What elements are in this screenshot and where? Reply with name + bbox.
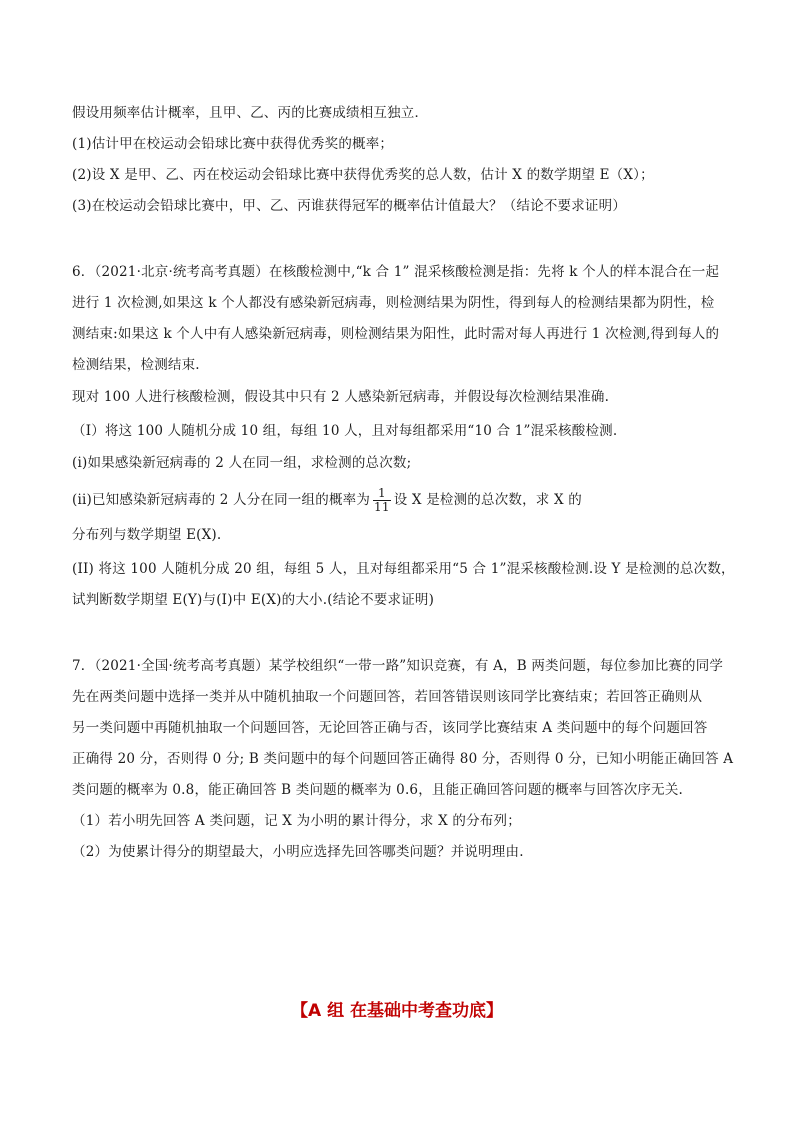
q6-line-5: 现对 100 人进行核酸检测，假设其中只有 2 人感染新冠病毒，并假设每次检测结果准确. bbox=[72, 389, 610, 405]
q5-part-1: (1)估计甲在校运动会铅球比赛中获得优秀奖的概率； bbox=[72, 136, 394, 152]
q5-intro: 假设用频率估计概率，且甲、乙、丙的比赛成绩相互独立． bbox=[72, 105, 429, 121]
q6-part-ii bbox=[72, 487, 732, 514]
q5-part-2: (2)设 X 是甲、乙、丙在校运动会铅球比赛中获得优秀奖的总人数，估计 X 的数学期望 E（X）； bbox=[72, 167, 654, 183]
q6-line-9: 分布列与数学期望 E(X). bbox=[72, 527, 222, 543]
q7-line-5: 类问题的概率为 0.8，能正确回答 B 类问题的概率为 0.6，且能正确回答问题的概率与回答次序无关. bbox=[72, 782, 684, 798]
q7-heading: 7．（2021·全国·统考高考真题）某学校组织“一带一路”知识竞赛，有 A，B 两类问题，每位参加比赛的同学 bbox=[72, 658, 724, 674]
q6-line-11: 试判断数学期望 E(Y)与(I)中 E(X)的大小.(结论不要求证明) bbox=[72, 592, 435, 608]
q6-line-4: 检测结果，检测结束. bbox=[72, 357, 200, 373]
q6-line-2: 进行 1 次检测,如果这 k 个人都没有感染新冠病毒，则检测结果为阴性，得到每人的检测结果都为阴性，检 bbox=[72, 295, 715, 311]
q6-part-i: (i)如果感染新冠病毒的 2 人在同一组，求检测的总次数; bbox=[72, 455, 412, 471]
probability-fraction bbox=[373, 487, 391, 514]
fraction-denominator: 11 bbox=[374, 500, 390, 514]
fraction-numerator: 1 bbox=[373, 487, 391, 501]
q7-part-1: （1）若小明先回答 A 类问题，记 X 为小明的累计得分，求 X 的分布列； bbox=[72, 813, 521, 829]
q6-part-ii-post: 设 X 是检测的总次数，求 X 的 bbox=[393, 492, 583, 508]
q6-part-I: （I）将这 100 人随机分成 10 组，每组 10 人，且对每组都采用“10 合 1”混采核酸检测. bbox=[72, 423, 618, 439]
section-title: 【A 组 在基础中考查功底】 bbox=[291, 1001, 503, 1021]
q6-heading: 6．（2021·北京·统考高考真题）在核酸检测中,“k 合 1” 混采核酸检测是指：先将 k 个人的样本混合在一起 bbox=[72, 264, 720, 280]
q6-line-3: 测结束:如果这 k 个人中有人感染新冠病毒，则检测结果为阳性，此时需对每人再进行 1 次检测,得到每人的 bbox=[72, 326, 720, 342]
q6-part-ii-pre: (ii)已知感染新冠病毒的 2 人分在同一组的概率为 bbox=[72, 492, 371, 508]
q7-part-2: （2）为使累计得分的期望最大，小明应选择先回答哪类问题？并说明理由. bbox=[72, 844, 524, 860]
q7-line-2: 先在两类问题中选择一类并从中随机抽取一个问题回答，若回答错误则该同学比赛结束；若回答正确则从 bbox=[72, 689, 703, 705]
q7-line-3: 另一类问题中再随机抽取一个问题回答，无论回答正确与否，该同学比赛结束 A 类问题中的每个问题回答 bbox=[72, 720, 708, 736]
q5-part-3: (3)在校运动会铅球比赛中，甲、乙、丙谁获得冠军的概率估计值最大？（结论不要求证明） bbox=[72, 198, 627, 214]
q6-part-II: (II) 将这 100 人随机分成 20 组，每组 5 人，且对每组都采用“5 合 1”混采核酸检测.设 Y 是检测的总次数， bbox=[72, 561, 735, 577]
q7-line-4: 正确得 20 分，否则得 0 分; B 类问题中的每个问题回答正确得 80 分，否则得 0 分，已知小明能正确回答 A bbox=[72, 751, 734, 767]
